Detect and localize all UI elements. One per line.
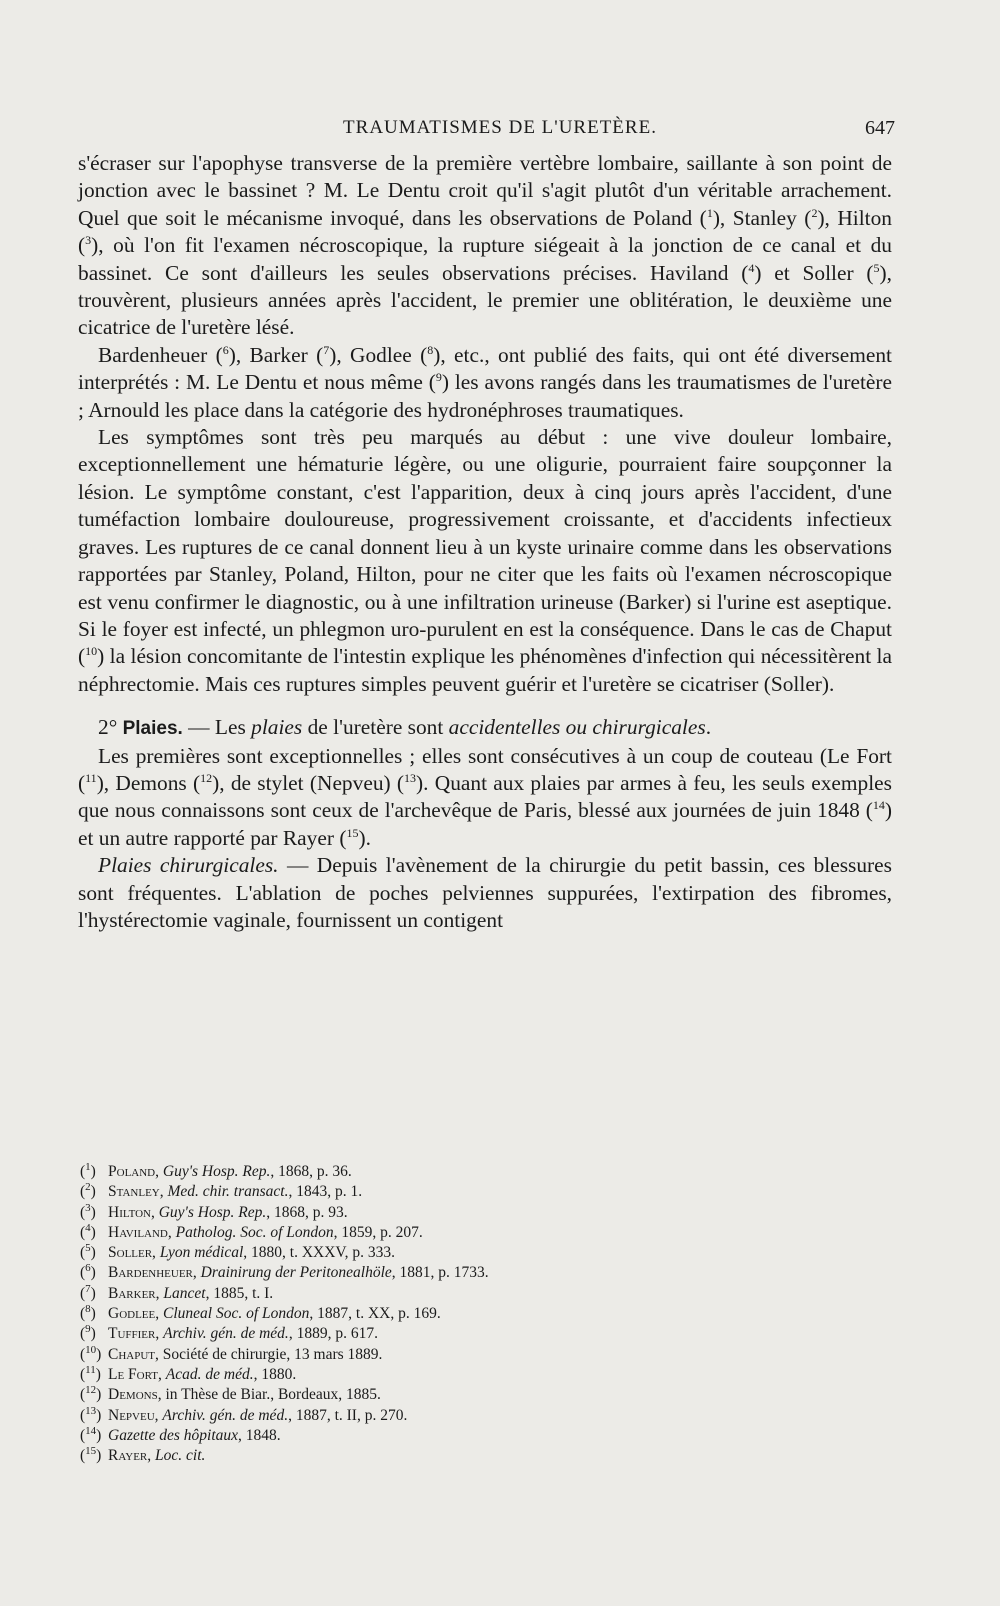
footnote-detail: , 1880, t. XXXV, p. 333. xyxy=(243,1244,396,1262)
paragraph-3 xyxy=(78,424,892,698)
footnote-text xyxy=(108,1406,407,1426)
footnote-title: Archiv. gén. de méd. xyxy=(163,1325,289,1343)
footnote-title: Drainirung der Peritonealhöle xyxy=(200,1264,392,1282)
note-ref: 3 xyxy=(85,233,92,248)
footnote-author: Barker, xyxy=(108,1284,160,1302)
footnote-detail: , 1887, t. II, p. 270. xyxy=(288,1406,408,1424)
footnote-mark: ($^1$) xyxy=(80,1160,96,1180)
footnote-detail: , 1887, t. XX, p. 169. xyxy=(309,1305,441,1323)
footnote xyxy=(80,1345,900,1365)
footnote-author: Nepveu, xyxy=(108,1406,159,1424)
footnote-number: 1 xyxy=(85,1160,91,1173)
text-run: ), Demons ( xyxy=(96,770,201,795)
footnote xyxy=(80,1284,900,1304)
note-ref: 5 xyxy=(873,260,880,275)
footnote-number: 5 xyxy=(85,1242,91,1255)
note-ref: 13 xyxy=(404,770,417,785)
footnote-mark: ($^{10}$) xyxy=(80,1343,102,1363)
text-run: Les premières sont exceptionnelles ; elles sont consécutives à un coup de couteau (Le Fort ( xyxy=(78,743,892,795)
footnote-detail: , 1848. xyxy=(238,1426,281,1444)
footnote-mark: ($^7$) xyxy=(80,1282,96,1302)
footnote-title: Guy's Hosp. Rep. xyxy=(158,1203,267,1221)
note-ref: 12 xyxy=(200,770,213,785)
footnote-number: 3 xyxy=(85,1201,91,1214)
footnote-number: 9 xyxy=(85,1323,91,1336)
text-run: ) la lésion concomitante de l'intestin explique les phénomènes d'infection qui nécessitèrent la néphrectomie. Mais ces ruptures simples peuvent guérir et l'uretère se cicatriser (Soller). xyxy=(78,644,892,696)
footnote-title: Lancet xyxy=(163,1284,206,1302)
note-ref: 10 xyxy=(85,644,98,659)
footnote-author: Hilton, xyxy=(108,1203,155,1221)
text-run: ) et un autre rapporté par Rayer ( xyxy=(78,798,892,850)
footnote-number: 10 xyxy=(85,1343,97,1356)
footnote xyxy=(80,1182,900,1202)
footnote-text xyxy=(108,1446,205,1466)
paragraph-2 xyxy=(78,342,892,424)
italic-text: accidentelles ou chirurgicales xyxy=(448,715,706,740)
footnote-mark: ($^3$) xyxy=(80,1201,96,1221)
text-run: ), Barker ( xyxy=(228,342,324,367)
footnote-detail: in Thèse de Biar., Bordeaux, 1885. xyxy=(165,1386,381,1404)
footnote-author: Poland, xyxy=(108,1163,159,1180)
text-run: Bardenheuer ( xyxy=(98,342,223,367)
footnote-detail: , 1885, t. I. xyxy=(205,1284,274,1302)
footnote-title: Archiv. gén. de méd. xyxy=(162,1406,289,1424)
footnote-mark: ($^2$) xyxy=(80,1181,96,1201)
note-ref: 15 xyxy=(346,825,359,840)
paragraph-6 xyxy=(78,852,892,934)
footnote-mark: ($^8$) xyxy=(80,1302,96,1323)
paragraph-1 xyxy=(78,150,892,342)
footnote xyxy=(80,1162,900,1182)
footnote-title: Guy's Hosp. Rep. xyxy=(162,1163,271,1180)
page-header xyxy=(0,113,1000,143)
footnote-title: Gazette des hôpitaux xyxy=(108,1426,239,1444)
text-run: ). xyxy=(358,825,371,850)
footnote xyxy=(80,1446,900,1466)
footnote-author: Rayer, xyxy=(108,1447,152,1465)
footnote-text xyxy=(108,1345,382,1365)
footnote-author: Haviland, xyxy=(108,1223,172,1241)
footnote-mark: ($^{11}$) xyxy=(80,1363,101,1383)
footnote-text xyxy=(108,1304,441,1324)
body-text xyxy=(78,150,892,934)
footnote-text xyxy=(108,1182,362,1202)
section-title: Plaies. xyxy=(122,718,183,740)
note-ref: 11 xyxy=(85,770,97,785)
section-heading-plaies xyxy=(78,714,892,742)
footnote-text xyxy=(108,1162,352,1182)
footnote-detail: , 1880. xyxy=(253,1365,297,1383)
footnote-title: Loc. cit. xyxy=(155,1447,206,1465)
italic-text: Plaies chirurgicales. xyxy=(98,853,279,878)
footnote-number: 15 xyxy=(85,1445,97,1457)
footnote-author: Chaput, xyxy=(108,1345,159,1363)
running-title: TRAUMATISMES DE L'URETÈRE. xyxy=(343,117,657,138)
footnote xyxy=(80,1324,900,1344)
text-run: ) les avons rangés dans les traumatismes de l'uretère ; Arnould les place dans la catégorie des hydronéphroses traumatiques. xyxy=(78,370,892,422)
footnote-number: 14 xyxy=(85,1424,97,1437)
footnote-number: 7 xyxy=(85,1282,91,1295)
footnote-text xyxy=(108,1426,281,1446)
footnote-text xyxy=(108,1263,489,1283)
text-run: ), Stanley ( xyxy=(712,205,812,230)
footnote-title: Acad. de méd. xyxy=(165,1365,254,1383)
footnote-detail: Société de chirurgie, 13 mars 1889. xyxy=(162,1345,383,1363)
note-ref: 14 xyxy=(872,798,885,813)
footnote xyxy=(80,1365,900,1385)
footnote-number: 11 xyxy=(85,1363,96,1376)
footnote-detail: , 1859, p. 207. xyxy=(333,1223,423,1241)
note-ref: 4 xyxy=(748,260,755,275)
text-run: ), Hilton ( xyxy=(78,205,893,258)
text-run: ), trouvèrent, plusieurs années après l'accident, le premier une oblitération, le deuxième une cicatrice de l'uretère lésé. xyxy=(78,260,892,340)
footnote xyxy=(80,1243,900,1263)
footnote xyxy=(80,1263,900,1283)
footnote-mark: ($^4$) xyxy=(80,1221,96,1241)
footnote-detail: , 1889, p. 617. xyxy=(288,1325,378,1343)
footnote-author: Tuffier, xyxy=(108,1325,160,1343)
text-run: — Depuis l'avènement de la chirurgie du petit bassin, ces blessures sont fréquentes. L'ablation de poches pelviennes suppurées, l'extirpation des fibromes, l'hystérectomie vaginale, fournissent un contigent xyxy=(78,853,892,932)
footnote-number: 12 xyxy=(85,1384,97,1397)
footnote-text xyxy=(108,1223,423,1243)
footnote-number: 8 xyxy=(85,1302,91,1315)
italic-text: plaies xyxy=(251,715,303,740)
footnote-author: Godlee, xyxy=(108,1305,160,1323)
footnote-author: Soller, xyxy=(108,1244,156,1262)
paragraph-5 xyxy=(78,743,892,853)
footnote-text xyxy=(108,1284,273,1304)
footnote-title: Lyon médical xyxy=(159,1244,244,1262)
footnote-number: 6 xyxy=(85,1262,91,1275)
footnote-mark: ($^{13}$) xyxy=(80,1404,102,1424)
footnote-number: 4 xyxy=(85,1221,91,1234)
footnote-title: Med. chir. transact. xyxy=(167,1183,289,1201)
footnote-mark: ($^{15}$) xyxy=(80,1445,102,1465)
footnote-author: Demons, xyxy=(108,1386,162,1404)
footnote-author: Stanley, xyxy=(108,1183,164,1201)
text-run: ), de stylet (Nepveu) ( xyxy=(212,770,405,795)
footnote-mark: ($^9$) xyxy=(80,1323,96,1343)
footnote-author: Le Fort, xyxy=(108,1365,162,1383)
footnote xyxy=(80,1223,900,1243)
note-ref: 7 xyxy=(323,342,330,357)
text-run: Les symptômes sont très peu marqués au début : une vive douleur lombaire, exceptionnellement une hématurie légère, ou une oligurie, pourraient faire soupçonner la lésion. Le symptôme constant, c'est l'apparition, deux à cinq jours après l'accident, d'une tuméfaction lombaire douloureuse, progressivement croissante, et d'accidents infectieux graves. Les ruptures de ce canal donnent lieu à un kyste urinaire comme dans les observations rapportées par Stanley, Poland, Hilton, pour ne citer que les faits où l'examen nécroscopique est venu confirmer le diagnostic, ou à une infiltration urineuse (Barker) si l'urine est aseptique. Si le foyer est infecté, un phlegmon uro-purulent en est la conséquence. Dans le cas de Chaput ( xyxy=(78,425,892,669)
text-run: — Les xyxy=(182,715,252,740)
footnote-title: Cluneal Soc. of London xyxy=(163,1305,310,1323)
text-run: . xyxy=(705,715,712,740)
footnote-mark: ($^{14}$) xyxy=(80,1424,102,1444)
footnote-text xyxy=(108,1243,395,1263)
footnote-text xyxy=(108,1385,381,1405)
footnote-title: Patholog. Soc. of London xyxy=(175,1223,334,1241)
note-ref: 9 xyxy=(435,370,442,385)
section-number: 2° xyxy=(98,715,118,740)
footnote xyxy=(80,1304,900,1324)
text-run: de l'uretère sont xyxy=(302,715,449,740)
footnote-number: 2 xyxy=(85,1181,91,1194)
footnote xyxy=(80,1406,900,1426)
note-ref: 6 xyxy=(222,342,229,357)
text-run: s'écraser sur l'apophyse transverse de la première vertèbre lombaire, saillante à son point de jonction avec le bassinet ? M. Le Dentu croit qu'il s'agit plutôt d'un véritable arrachement. Quel que soit le mécanisme invoqué, dans les observations de Poland ( xyxy=(78,151,892,230)
footnote-number: 13 xyxy=(85,1404,97,1417)
text-run: ), etc., ont publié des faits, qui ont été diversement interprétés : M. Le Dentu et nous même ( xyxy=(78,342,892,395)
footnote-text xyxy=(108,1203,348,1223)
footnote-mark: ($^6$) xyxy=(80,1262,96,1282)
footnote-detail: , 1868, p. 36. xyxy=(270,1163,352,1180)
footnote xyxy=(80,1203,900,1223)
note-ref: 8 xyxy=(427,342,434,357)
text-run: ), où l'on fit l'examen nécroscopique, la rupture siégeait à la jonction de ce canal et du bassinet. Ce sont d'ailleurs les seules observations précises. Haviland ( xyxy=(78,233,892,285)
footnotes xyxy=(80,1162,900,1466)
note-ref: 1 xyxy=(706,205,713,220)
footnote-text xyxy=(108,1324,378,1344)
footnote-detail: , 1868, p. 93. xyxy=(266,1203,348,1221)
footnote-text xyxy=(108,1365,296,1385)
text-run: ). Quant aux plaies par armes à feu, les seuls exemples que nous connaissons sont ceux de l'archevêque de Paris, blessé aux journées de juin 1848 ( xyxy=(78,770,892,823)
footnote xyxy=(80,1385,900,1405)
text-run: ) et Soller ( xyxy=(754,260,874,285)
footnote-author: Bardenheuer, xyxy=(108,1264,197,1282)
note-ref: 2 xyxy=(811,205,818,220)
footnote-mark: ($^{12}$) xyxy=(80,1384,102,1404)
page-number: 647 xyxy=(865,117,895,139)
footnote-mark: ($^5$) xyxy=(80,1242,96,1262)
text-run: ), Godlee ( xyxy=(329,342,428,367)
footnote xyxy=(80,1426,900,1446)
footnote-detail: , 1843, p. 1. xyxy=(288,1183,363,1201)
footnote-detail: , 1881, p. 1733. xyxy=(391,1264,489,1282)
